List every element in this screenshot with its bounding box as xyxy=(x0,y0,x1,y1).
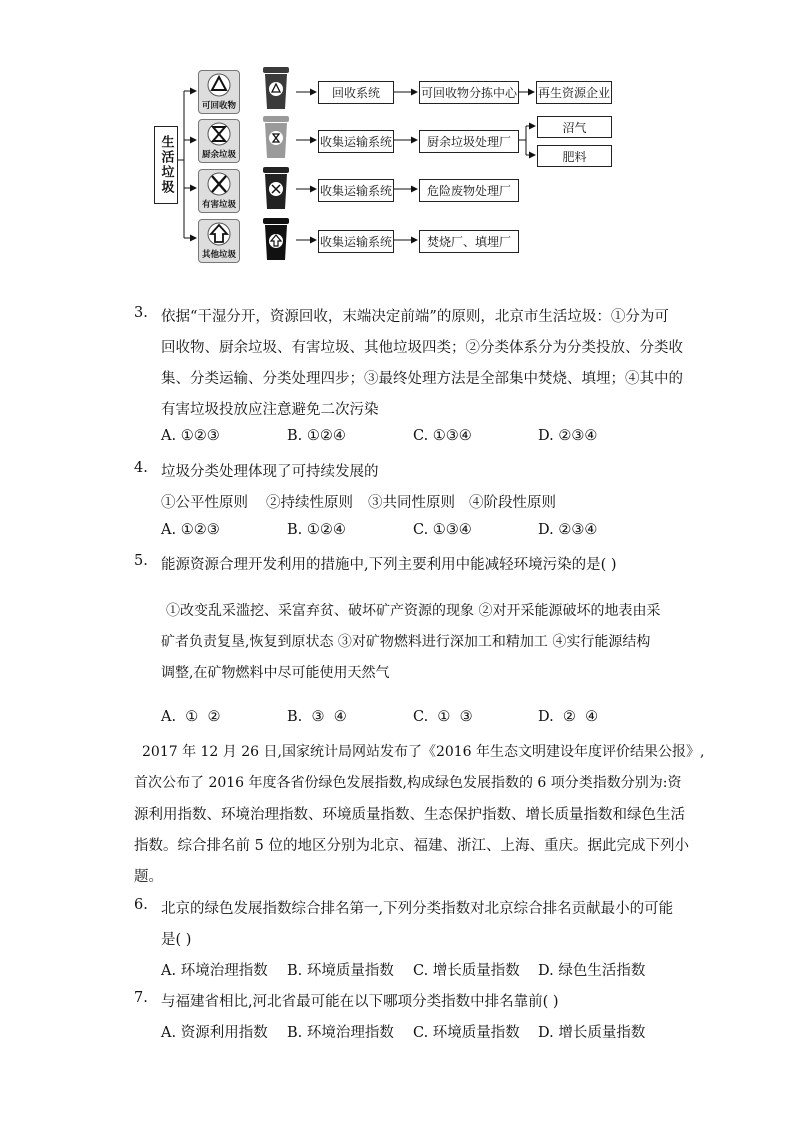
output-label: 肥料 xyxy=(562,149,587,164)
question-number: 6. xyxy=(134,897,148,913)
question-number: 5. xyxy=(134,553,148,569)
incineration-box xyxy=(419,230,519,253)
q6-line-2: 是( ) xyxy=(161,932,192,948)
hazardous-icon-card xyxy=(198,169,240,213)
q4-item-1: ①公平性原则 xyxy=(161,495,248,511)
material-line-2: 首次公布了 2016 年度各省份绿色发展指数,构成绿色发展指数的 6 项分类指数分别为:资 xyxy=(134,775,682,791)
q3-option-c[interactable]: C. ①③④ xyxy=(413,428,472,444)
hazardous-icon xyxy=(199,170,239,200)
step-label: 厨余垃圾处理厂 xyxy=(426,135,511,149)
fertilizer-box xyxy=(537,145,612,167)
q6-line-1: 北京的绿色发展指数综合排名第一,下列分类指数对北京综合排名贡献最小的可能 xyxy=(161,901,674,917)
q5-line-2: 矿者负责复垦,恢复到原状态 ③对矿物燃料进行深加工和精加工 ④实行能源结构 xyxy=(161,634,651,650)
recyclable-caption: 可回收物 xyxy=(201,101,236,111)
biogas-box xyxy=(537,116,612,138)
hazardous-caption: 有害垃圾 xyxy=(201,200,236,210)
q3-option-a[interactable]: A. ①②③ xyxy=(161,428,220,444)
step-label: 收集运输系统 xyxy=(319,235,392,249)
recycle-system-box xyxy=(318,81,394,104)
output-label: 沼气 xyxy=(562,120,587,135)
step-label: 焚烧厂、填埋厂 xyxy=(426,235,511,249)
q6-option-c[interactable]: C. 增长质量指数 xyxy=(413,963,520,979)
q3-line-2: 回收物、厨余垃圾、有害垃圾、其他垃圾四类；②分类体系分为分类投放、分类收 xyxy=(161,340,683,356)
question-number: 7. xyxy=(134,990,148,1006)
q7-option-c[interactable]: C. 环境质量指数 xyxy=(413,1025,520,1041)
root-box xyxy=(154,126,178,204)
other-transport-box xyxy=(318,230,394,253)
q5-option-a[interactable]: A. ① ② xyxy=(161,709,221,725)
diagram-connectors xyxy=(0,0,794,275)
q7-stem: 与福建省相比,河北省最可能在以下哪项分类指数中排名靠前( ) xyxy=(161,994,559,1010)
q5-option-d[interactable]: D. ② ④ xyxy=(538,709,599,725)
q5-line-1: ①改变乱采滥挖、采富弃贫、破坏矿产资源的现象 ②对开采能源破坏的地表由采 xyxy=(166,603,661,619)
q4-item-4: ④阶段性原则 xyxy=(469,495,556,511)
q5-stem: 能源资源合理开发利用的措施中,下列主要利用中能减轻环境污染的是( ) xyxy=(161,557,617,573)
kitchen-caption: 厨余垃圾 xyxy=(201,150,236,160)
material-line-3: 源利用指数、环境治理指数、环境质量指数、生态保护指数、增长质量指数和绿色生活 xyxy=(134,807,685,823)
hazard-transport-box xyxy=(318,179,394,202)
q3-line-1: 依据“干湿分开，资源回收，末端决定前端”的原则，北京市生活垃圾：①分为可 xyxy=(161,309,669,325)
step-label: 收集运输系统 xyxy=(319,184,392,198)
q3-option-b[interactable]: B. ①②④ xyxy=(287,428,346,444)
q4-option-b[interactable]: B. ①②④ xyxy=(287,522,346,538)
q4-option-d[interactable]: D. ②③④ xyxy=(538,522,598,538)
q5-option-b[interactable]: B. ③ ④ xyxy=(287,709,347,725)
q4-stem: 垃圾分类处理体现了可持续发展的 xyxy=(161,464,379,480)
q6-option-b[interactable]: B. 环境质量指数 xyxy=(287,963,394,979)
material-line-4: 指数。综合排名前 5 位的地区分别为北京、福建、浙江、上海、重庆。据此完成下列小 xyxy=(134,838,689,854)
q4-option-c[interactable]: C. ①③④ xyxy=(413,522,472,538)
material-line-5: 题。 xyxy=(134,869,163,885)
kitchen-transport-box xyxy=(318,130,394,153)
q3-line-3: 集、分类运输、分类处理四步；③最终处理方法是全部集中焚烧、填埋；④其中的 xyxy=(161,371,683,387)
q5-line-3: 调整,在矿物燃料中尽可能使用天然气 xyxy=(161,665,390,681)
q7-option-b[interactable]: B. 环境治理指数 xyxy=(287,1025,394,1041)
question-number: 3. xyxy=(134,305,148,321)
q6-option-d[interactable]: D. 绿色生活指数 xyxy=(538,963,646,979)
q7-option-d[interactable]: D. 增长质量指数 xyxy=(538,1025,646,1041)
step-label: 可回收物分拣中心 xyxy=(420,86,517,100)
step-label: 危险废物处理厂 xyxy=(426,184,511,198)
kitchen-icon-card xyxy=(198,119,240,163)
question-number: 4. xyxy=(134,460,148,476)
kitchen-bin-icon xyxy=(262,115,290,159)
step-label: 再生资源企业 xyxy=(537,86,610,100)
other-icon-card xyxy=(198,219,240,263)
other-caption: 其他垃圾 xyxy=(201,250,236,260)
renewable-enterprise-box xyxy=(536,81,612,104)
recycle-icon xyxy=(199,71,239,101)
other-bin-icon xyxy=(262,217,290,261)
kitchen-plant-box xyxy=(419,130,519,153)
q3-option-d[interactable]: D. ②③④ xyxy=(538,428,598,444)
recyclable-bin-icon xyxy=(262,66,290,110)
q5-option-c[interactable]: C. ① ③ xyxy=(413,709,473,725)
step-label: 收集运输系统 xyxy=(319,135,392,149)
recyclable-icon-card xyxy=(198,70,240,114)
q4-item-3: ③共同性原则 xyxy=(368,495,455,511)
q6-option-a[interactable]: A. 环境治理指数 xyxy=(161,963,268,979)
q3-line-4: 有害垃圾投放应注意避免二次污染 xyxy=(161,402,379,418)
other-waste-icon xyxy=(199,220,239,250)
material-line-1: 2017 年 12 月 26 日,国家统计局网站发布了《2016 年生态文明建设年度评价结果公报》, xyxy=(142,744,705,760)
root-label: 生活垃圾 xyxy=(158,135,174,195)
waste-classification-diagram xyxy=(0,0,794,275)
hazard-plant-box xyxy=(419,179,519,202)
step-label: 回收系统 xyxy=(331,86,380,100)
q7-option-a[interactable]: A. 资源利用指数 xyxy=(161,1025,268,1041)
kitchen-waste-icon xyxy=(199,120,239,150)
q4-item-2: ②持续性原则 xyxy=(266,495,353,511)
hazardous-bin-icon xyxy=(262,166,290,210)
q4-option-a[interactable]: A. ①②③ xyxy=(161,522,220,538)
sorting-center-box xyxy=(419,81,519,104)
